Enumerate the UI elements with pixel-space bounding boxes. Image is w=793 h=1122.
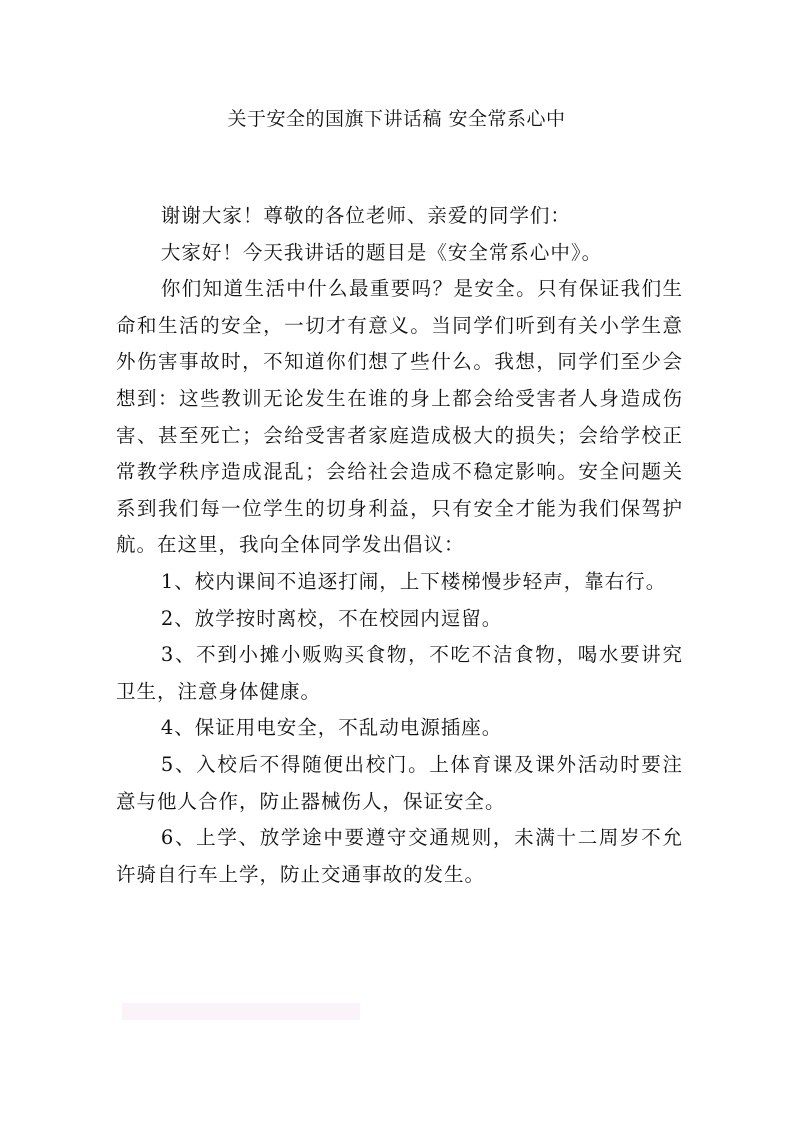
list-item: 6、上学、放学途中要遵守交通规则，未满十二周岁不允许骑自行车上学，防止交通事故的发生。 [116, 826, 683, 886]
paragraph: 谢谢大家！尊敬的各位老师、亲爱的同学们： [160, 204, 571, 227]
list-item: 5、入校后不得随便出校门。上体育课及课外活动时要注意与他人合作，防止器械伤人，保证安全。 [116, 752, 683, 813]
list-item: 3、不到小摊小贩购买食物，不吃不洁食物，喝水要讲究卫生，注意身体健康。 [116, 643, 683, 703]
paragraph: 大家好！今天我讲话的题目是《安全常系心中》。 [160, 240, 603, 264]
document-title: 关于安全的国旗下讲话稿 安全常系心中 [227, 108, 566, 130]
list-item: 4、保证用电安全，不乱动电源插座。 [160, 716, 503, 740]
list-item: 2、放学按时离校，不在校园内逗留。 [160, 606, 503, 630]
faint-watermark [122, 1003, 360, 1020]
document-body [116, 198, 683, 893]
paragraph: 你们知道生活中什么最重要吗？是安全。只有保证我们生命和生活的安全，一切才有意义。当同学们听到有关小学生意外伤害事故时，不知道你们想了些什么。我想，同学们至少会想到：这些教训无论发生在谁的身上都会给受害者人身造成伤害、甚至死亡；会给受害者家庭造成极大的损失；会给学校正常教学秩序造成混乱；会给社会造成不稳定影响。安全问题关系到我们每一位学生的切身利益，只有安全才能为我们保驾护航。在这里，我向全体同学发出倡议： [116, 277, 683, 557]
list-item: 1、校内课间不追逐打闹，上下楼梯慢步轻声，靠右行。 [160, 569, 667, 593]
